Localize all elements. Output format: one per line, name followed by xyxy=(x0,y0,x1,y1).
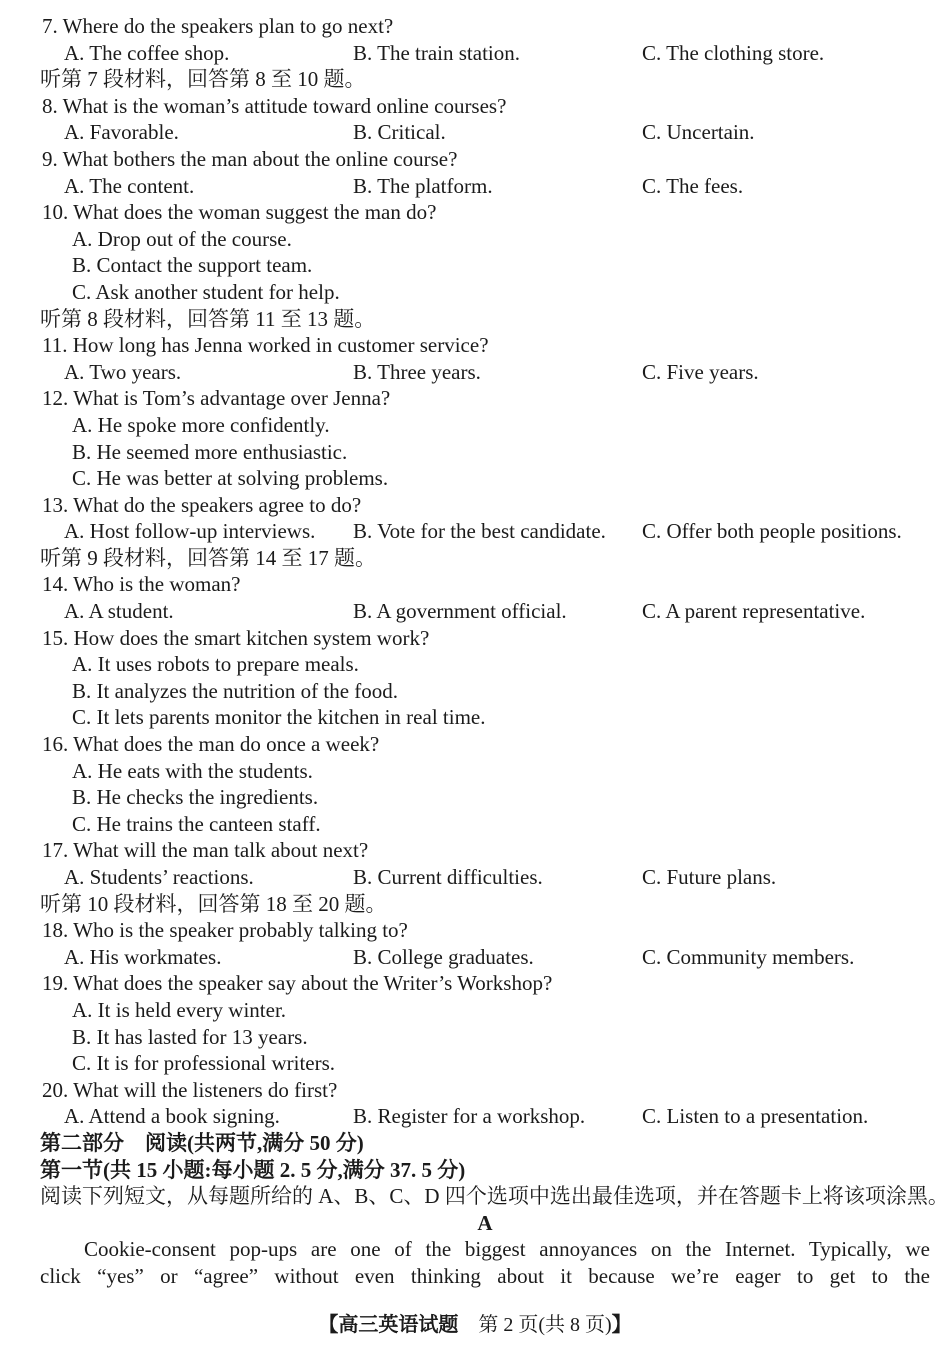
passage-line: click “yes” or “agree” without even thinking about it because we’re eager to get to the xyxy=(40,1263,930,1288)
option-b: B. College graduates. xyxy=(353,944,534,969)
question-line: 14. Who is the woman? xyxy=(42,572,241,597)
question-line: 8. What is the woman’s attitude toward online courses? xyxy=(42,93,507,118)
option-c: C. Listen to a presentation. xyxy=(642,1104,869,1129)
option-c: C. A parent representative. xyxy=(642,599,866,624)
passage-line: Cookie-consent pop-ups are one of the biggest annoyances on the Internet. Typically, we xyxy=(84,1237,930,1262)
option-c: C. The clothing store. xyxy=(642,40,825,65)
option-line: C. He was better at solving problems. xyxy=(72,466,389,491)
material-prompt: 听第 7 段材料，回答第 8 至 10 题。 xyxy=(40,67,366,92)
option-row xyxy=(40,1103,930,1130)
option-row xyxy=(40,864,930,891)
listening-section xyxy=(40,13,930,1130)
option-a: A. The coffee shop. xyxy=(64,40,230,65)
option-line: A. He spoke more confidently. xyxy=(72,412,330,437)
part2-instruction: 阅读下列短文，从每题所给的 A、B、C、D 四个选项中选出最佳选项，并在答题卡上将该项涂黑。 xyxy=(40,1184,949,1209)
question-line: 19. What does the speaker say about the Writer’s Workshop? xyxy=(42,971,553,996)
question-line: 17. What will the man talk about next? xyxy=(42,838,369,863)
footer-bracket-close: 】 xyxy=(611,1314,632,1337)
option-a: A. Favorable. xyxy=(64,120,179,145)
question-line: 20. What will the listeners do first? xyxy=(42,1077,338,1102)
option-b: B. Critical. xyxy=(353,120,446,145)
option-line: A. It uses robots to prepare meals. xyxy=(72,652,359,677)
option-c: C. Community members. xyxy=(642,944,855,969)
option-a: A. Students’ reactions. xyxy=(64,865,254,889)
material-prompt: 听第 9 段材料，回答第 14 至 17 题。 xyxy=(40,545,376,570)
option-line: A. It is held every winter. xyxy=(72,997,287,1022)
option-line: B. He checks the ingredients. xyxy=(72,785,319,810)
option-line: B. Contact the support team. xyxy=(72,253,313,278)
option-b: B. Vote for the best candidate. xyxy=(353,519,606,544)
part2-heading: 第二部分 阅读(共两节,满分 50 分) xyxy=(40,1130,364,1155)
option-a: A. Two years. xyxy=(64,359,182,384)
option-a: A. Attend a book signing. xyxy=(64,1104,280,1129)
option-line: A. Drop out of the course. xyxy=(72,226,292,251)
question-line: 13. What do the speakers agree to do? xyxy=(42,492,362,517)
question-line: 12. What is Tom’s advantage over Jenna? xyxy=(42,386,391,411)
option-c: C. Offer both people positions. xyxy=(642,519,902,544)
option-a: A. A student. xyxy=(64,599,174,624)
option-row xyxy=(40,173,930,200)
material-prompt: 听第 8 段材料，回答第 11 至 13 题。 xyxy=(40,306,376,331)
option-line: A. He eats with the students. xyxy=(72,758,313,783)
option-line: B. It analyzes the nutrition of the food. xyxy=(72,678,399,703)
question-line: 16. What does the man do once a week? xyxy=(42,732,380,757)
option-b: B. Current difficulties. xyxy=(353,865,543,889)
option-c: C. Five years. xyxy=(642,359,759,384)
option-b: B. The platform. xyxy=(353,173,493,198)
option-c: C. Future plans. xyxy=(642,865,777,889)
option-row xyxy=(40,119,930,146)
option-line: B. He seemed more enthusiastic. xyxy=(72,439,348,464)
option-line: C. He trains the canteen staff. xyxy=(72,811,321,836)
option-line: C. Ask another student for help. xyxy=(72,279,340,304)
option-row xyxy=(40,359,930,386)
question-line: 9. What bothers the man about the online course? xyxy=(42,146,458,171)
option-row xyxy=(40,944,930,971)
footer-page-number: 第 2 页(共 8 页) xyxy=(458,1314,612,1337)
option-row xyxy=(40,40,930,67)
option-a: A. The content. xyxy=(64,173,195,198)
option-c: C. The fees. xyxy=(642,173,744,198)
option-b: B. A government official. xyxy=(353,599,567,624)
option-c: C. Uncertain. xyxy=(642,120,755,145)
option-row xyxy=(40,518,930,545)
option-line: C. It is for professional writers. xyxy=(72,1051,336,1076)
passage-label: A xyxy=(477,1210,493,1235)
part2-subheading: 第一节(共 15 小题:每小题 2. 5 分,满分 37. 5 分) xyxy=(40,1157,466,1182)
option-b: B. Register for a workshop. xyxy=(353,1104,586,1129)
page-footer xyxy=(0,1312,950,1339)
option-row xyxy=(40,598,930,625)
exam-page xyxy=(40,13,949,1290)
option-b: B. Three years. xyxy=(353,359,481,384)
material-prompt: 听第 10 段材料，回答第 18 至 20 题。 xyxy=(40,891,387,916)
option-a: A. His workmates. xyxy=(64,944,222,969)
option-line: C. It lets parents monitor the kitchen in real time. xyxy=(72,705,486,730)
question-line: 18. Who is the speaker probably talking to? xyxy=(42,918,408,943)
option-b: B. The train station. xyxy=(353,40,521,65)
question-line: 15. How does the smart kitchen system work? xyxy=(42,625,430,650)
question-line: 11. How long has Jenna worked in customer service? xyxy=(42,333,489,358)
option-a: A. Host follow-up interviews. xyxy=(64,519,316,544)
question-line: 7. Where do the speakers plan to go next? xyxy=(42,14,394,38)
question-line: 10. What does the woman suggest the man do? xyxy=(42,200,437,225)
footer-bracket-title: 【高三英语试题 xyxy=(318,1314,459,1337)
option-line: B. It has lasted for 13 years. xyxy=(72,1024,308,1049)
